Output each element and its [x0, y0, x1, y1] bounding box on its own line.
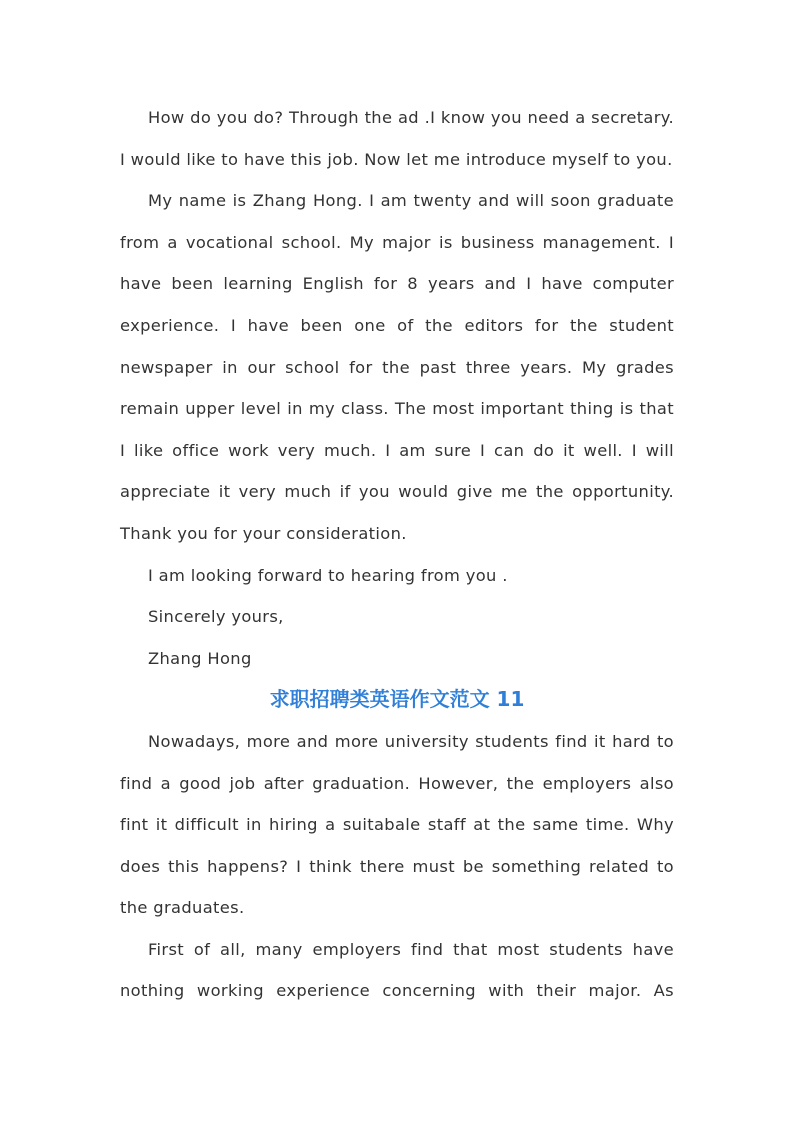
document-page: [120, 97, 674, 1012]
letter-paragraph-self-introduction: My name is Zhang Hong. I am twenty and will soon graduate from a vocational school. My major is business management. I have been learning English for 8 years and I have computer experience. I have been one of the editors for the student newspaper in our school for the past three years. My grades remain upper level in my class. The most important thing is that I like office work very much. I am sure I can do it well. I will appreciate it very much if you would give me the opportunity. Thank you for your consideration.: [120, 191, 674, 543]
letter-closing-line: I am looking forward to hearing from you .: [148, 565, 508, 585]
letter-paragraph-intro: How do you do? Through the ad .I know you need a secretary. I would like to have this job. Now let me introduce myself to you.: [120, 108, 674, 169]
letter-signature: Zhang Hong: [148, 648, 252, 668]
essay-paragraph-intro: Nowadays, more and more university students find it hard to find a good job after graduation. However, the employers also fint it difficult in hiring a suitabale staff at the same time. Why does this happens? I think there must be something related to the graduates.: [120, 731, 674, 918]
essay-paragraph-first-reason: First of all, many employers find that most students have nothing working experience concerning with their major. As: [120, 939, 674, 1001]
section-heading: 求职招聘类英语作文范文 11: [269, 687, 525, 712]
letter-sign-off: Sincerely yours,: [148, 607, 284, 627]
